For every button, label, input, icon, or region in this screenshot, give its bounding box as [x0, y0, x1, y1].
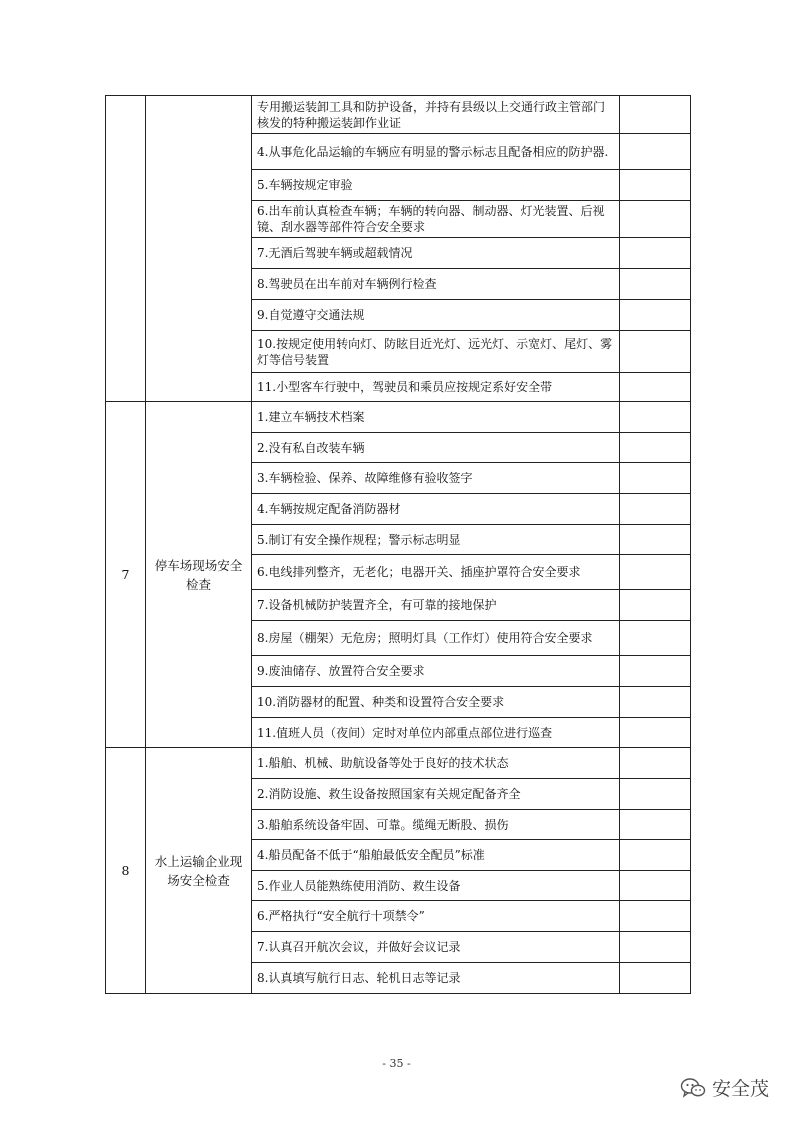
result-cell[interactable] [620, 463, 691, 494]
check-item: 11.小型客车行驶中，驾驶员和乘员应按规定系好安全带 [252, 373, 620, 402]
check-item: 3.船舶系统设备牢固、可靠。缆绳无断股、损伤 [252, 810, 620, 840]
wechat-icon [680, 1077, 706, 1099]
group-category [146, 96, 252, 402]
check-item: 10.消防器材的配置、种类和设置符合安全要求 [252, 687, 620, 718]
group-category: 水上运输企业现场安全检查 [146, 748, 252, 994]
check-item: 6.严格执行“安全航行十项禁令” [252, 901, 620, 932]
result-cell[interactable] [620, 402, 691, 433]
result-cell[interactable] [620, 718, 691, 748]
check-item: 5.车辆按规定审验 [252, 170, 620, 201]
check-item: 2.没有私自改装车辆 [252, 433, 620, 463]
table-row [106, 96, 691, 134]
check-item: 2.消防设施、救生设备按照国家有关规定配备齐全 [252, 779, 620, 810]
check-item: 6.电线排列整齐，无老化；电器开关、插座护罩符合安全要求 [252, 555, 620, 590]
table-row [106, 402, 691, 433]
group-number: 8 [106, 748, 146, 994]
group-number [106, 96, 146, 402]
result-cell[interactable] [620, 840, 691, 871]
result-cell[interactable] [620, 96, 691, 134]
check-item: 9.自觉遵守交通法规 [252, 300, 620, 331]
check-item: 10.按规定使用转向灯、防眩目近光灯、远光灯、示宽灯、尾灯、雾灯等信号装置 [252, 331, 620, 373]
result-cell[interactable] [620, 238, 691, 269]
check-item: 4.车辆按规定配备消防器材 [252, 494, 620, 525]
check-item: 3.车辆检验、保养、故障维修有验收签字 [252, 463, 620, 494]
result-cell[interactable] [620, 871, 691, 901]
result-cell[interactable] [620, 687, 691, 718]
check-item: 5.制订有安全操作规程；警示标志明显 [252, 525, 620, 555]
group-number: 7 [106, 402, 146, 748]
check-item: 1.建立车辆技术档案 [252, 402, 620, 433]
check-item: 5.作业人员能熟练使用消防、救生设备 [252, 871, 620, 901]
result-cell[interactable] [620, 621, 691, 656]
check-item: 9.废油储存、放置符合安全要求 [252, 656, 620, 687]
result-cell[interactable] [620, 494, 691, 525]
checklist-table [105, 95, 691, 994]
check-item: 8.房屋（棚架）无危房；照明灯具（工作灯）使用符合安全要求 [252, 621, 620, 656]
result-cell[interactable] [620, 656, 691, 687]
table-row [106, 748, 691, 779]
result-cell[interactable] [620, 373, 691, 402]
watermark [680, 1074, 769, 1101]
result-cell[interactable] [620, 963, 691, 994]
result-cell[interactable] [620, 748, 691, 779]
result-cell[interactable] [620, 331, 691, 373]
result-cell[interactable] [620, 555, 691, 590]
check-item: 11.值班人员（夜间）定时对单位内部重点部位进行巡查 [252, 718, 620, 748]
watermark-text: 安全茂 [711, 1078, 769, 1100]
check-item: 1.船舶、机械、助航设备等处于良好的技术状态 [252, 748, 620, 779]
result-cell[interactable] [620, 300, 691, 331]
check-item: 4.从事危化品运输的车辆应有明显的警示标志且配备相应的防护器. [252, 134, 620, 170]
check-item: 7.设备机械防护装置齐全，有可靠的接地保护 [252, 590, 620, 621]
check-item: 8.认真填写航行日志、轮机日志等记录 [252, 963, 620, 994]
result-cell[interactable] [620, 901, 691, 932]
result-cell[interactable] [620, 201, 691, 238]
result-cell[interactable] [620, 779, 691, 810]
check-item: 7.无酒后驾驶车辆或超载情况 [252, 238, 620, 269]
result-cell[interactable] [620, 810, 691, 840]
result-cell[interactable] [620, 433, 691, 463]
check-item: 4.船员配备不低于“船舶最低安全配员”标准 [252, 840, 620, 871]
group-category: 停车场现场安全检查 [146, 402, 252, 748]
result-cell[interactable] [620, 269, 691, 300]
check-item: 7.认真召开航次会议，并做好会议记录 [252, 932, 620, 963]
result-cell[interactable] [620, 525, 691, 555]
result-cell[interactable] [620, 590, 691, 621]
result-cell[interactable] [620, 932, 691, 963]
check-item: 专用搬运装卸工具和防护设备，并持有县级以上交通行政主管部门核发的特种搬运装卸作业证 [252, 96, 620, 134]
check-item: 6.出车前认真检查车辆；车辆的转向器、制动器、灯光装置、后视镜、刮水器等部件符合安全要求 [252, 201, 620, 238]
result-cell[interactable] [620, 134, 691, 170]
result-cell[interactable] [620, 170, 691, 201]
page-number: - 35 - [382, 1057, 411, 1070]
check-item: 8.驾驶员在出车前对车辆例行检查 [252, 269, 620, 300]
